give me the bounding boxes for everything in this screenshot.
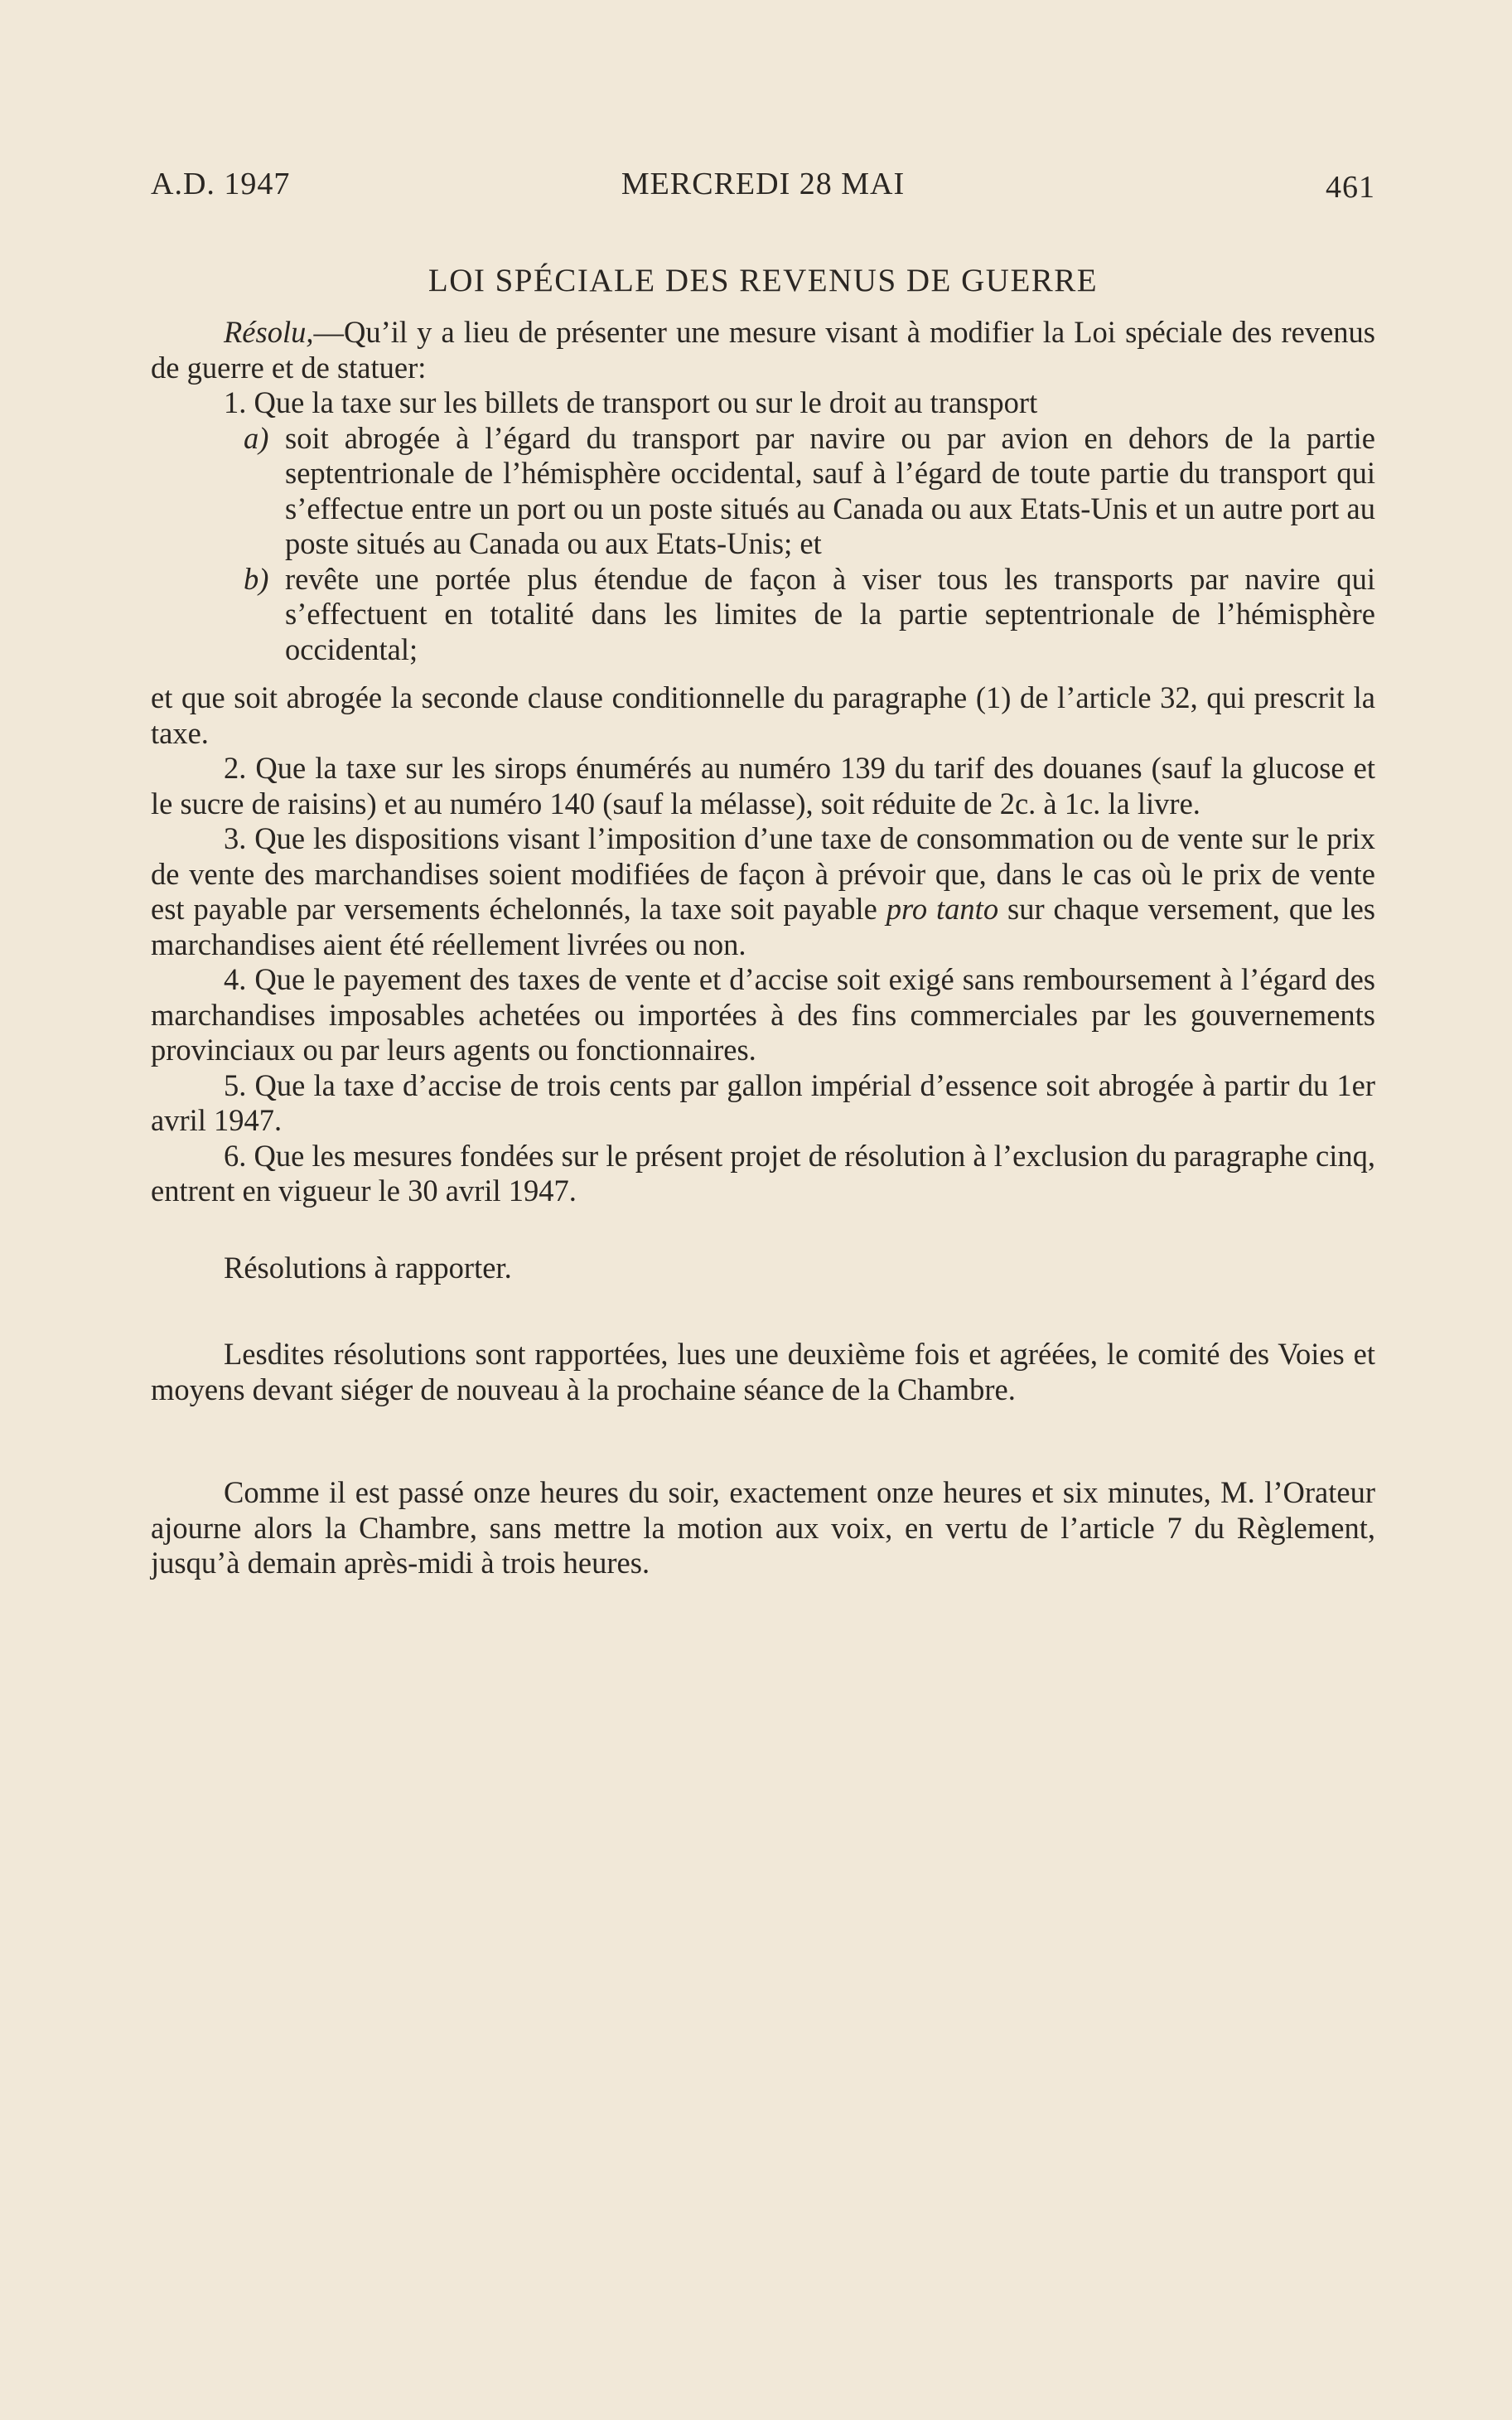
document-body [151, 315, 1375, 1581]
sub-b-text: revête une portée plus étendue de façon à viser tous les transports par navire qui s’effectuent en totalité dans les limites de la partie septentrionale de l’hémisphère occidental; [285, 561, 1375, 666]
item-1-tail: et que soit abrogée la seconde clause conditionnelle du paragraphe (1) de l’article 32, qui prescrit la taxe. [151, 680, 1375, 750]
resolu-lead: Résolu, [224, 315, 314, 349]
sub-a-text: soit abrogée à l’égard du transport par navire ou par avion en dehors de la partie septentrionale de l’hémisphère occidental, sauf à l’égard de toute partie du transport qui s’effectue entre un port ou un poste situés au Canada ou aux Etats-Unis et un autre port au poste situés au Canada ou aux Etats-Unis; et [285, 420, 1375, 560]
item-1-sub-b [151, 562, 1375, 668]
header-date: MERCREDI 28 MAI [621, 167, 906, 201]
item-4: 4. Que le payement des taxes de vente et d’accise soit exigé sans remboursement à l’égard des marchandises imposables achetées ou importées à des fins commerciales par les gouvernements provinciaux ou par leurs agents ou fonctionnaires. [151, 962, 1375, 1067]
item-1-sub-a [151, 421, 1375, 562]
item-3-italic: pro tanto [886, 892, 999, 926]
item-1-intro: 1. Que la taxe sur les billets de transport ou sur le droit au transport [224, 385, 1038, 419]
document-page [151, 0, 1375, 2420]
item-2: 2. Que la taxe sur les sirops énumérés au numéro 139 du tarif des douanes (sauf la glucose et le sucre de raisins) et au numéro 140 (sauf la mélasse), soit réduite de 2c. à 1c. la livre. [151, 751, 1375, 820]
page-number: 461 [1326, 170, 1375, 205]
item-6: 6. Que les mesures fondées sur le présent projet de résolution à l’exclusion du paragraphe cinq, entrent en vigueur le 30 avril 1947. [151, 1138, 1375, 1208]
item-3-before: 3. Que les dispositions visant l’imposition d’une taxe de consommation ou de vente sur le prix de vente des marchandises soient modifiées de façon à prévoir que, dans le cas où le prix de vente est payable par versements échelonnés, la taxe soit payable [151, 821, 1375, 926]
item-3-after: sur chaque versement, que les marchandises aient été réellement livrées ou non. [151, 892, 1376, 961]
sub-b-label: b) [244, 561, 269, 596]
section-title: LOI SPÉCIALE DES REVENUS DE GUERRE [428, 263, 1099, 298]
running-header [151, 166, 1375, 215]
resolution-intro [151, 315, 1375, 385]
resolu-text: —Qu’il y a lieu de présenter une mesure visant à modifier la Loi spéciale des revenus de guerre et de statuer: [151, 315, 1375, 385]
item-5: 5. Que la taxe d’accise de trois cents par gallon impérial d’essence soit abrogée à partir du 1er avril 1947. [151, 1067, 1375, 1137]
resolutions-reported-paragraph: Lesdites résolutions sont rapportées, lues une deuxième fois et agréées, le comité des Voies et moyens devant siéger de nouveau à la prochaine séance de la Chambre. [151, 1337, 1375, 1406]
header-year: A.D. 1947 [151, 167, 291, 201]
adjournment-paragraph: Comme il est passé onze heures du soir, exactement onze heures et six minutes, M. l’Orateur ajourne alors la Chambre, sans mettre la motion aux voix, en vertu de l’article 7 du Règlement, jusqu’à demain après-midi à trois heures. [151, 1475, 1375, 1580]
item-3 [151, 821, 1375, 962]
resolutions-to-report: Résolutions à rapporter. [224, 1250, 512, 1285]
sub-a-label: a) [244, 420, 269, 455]
